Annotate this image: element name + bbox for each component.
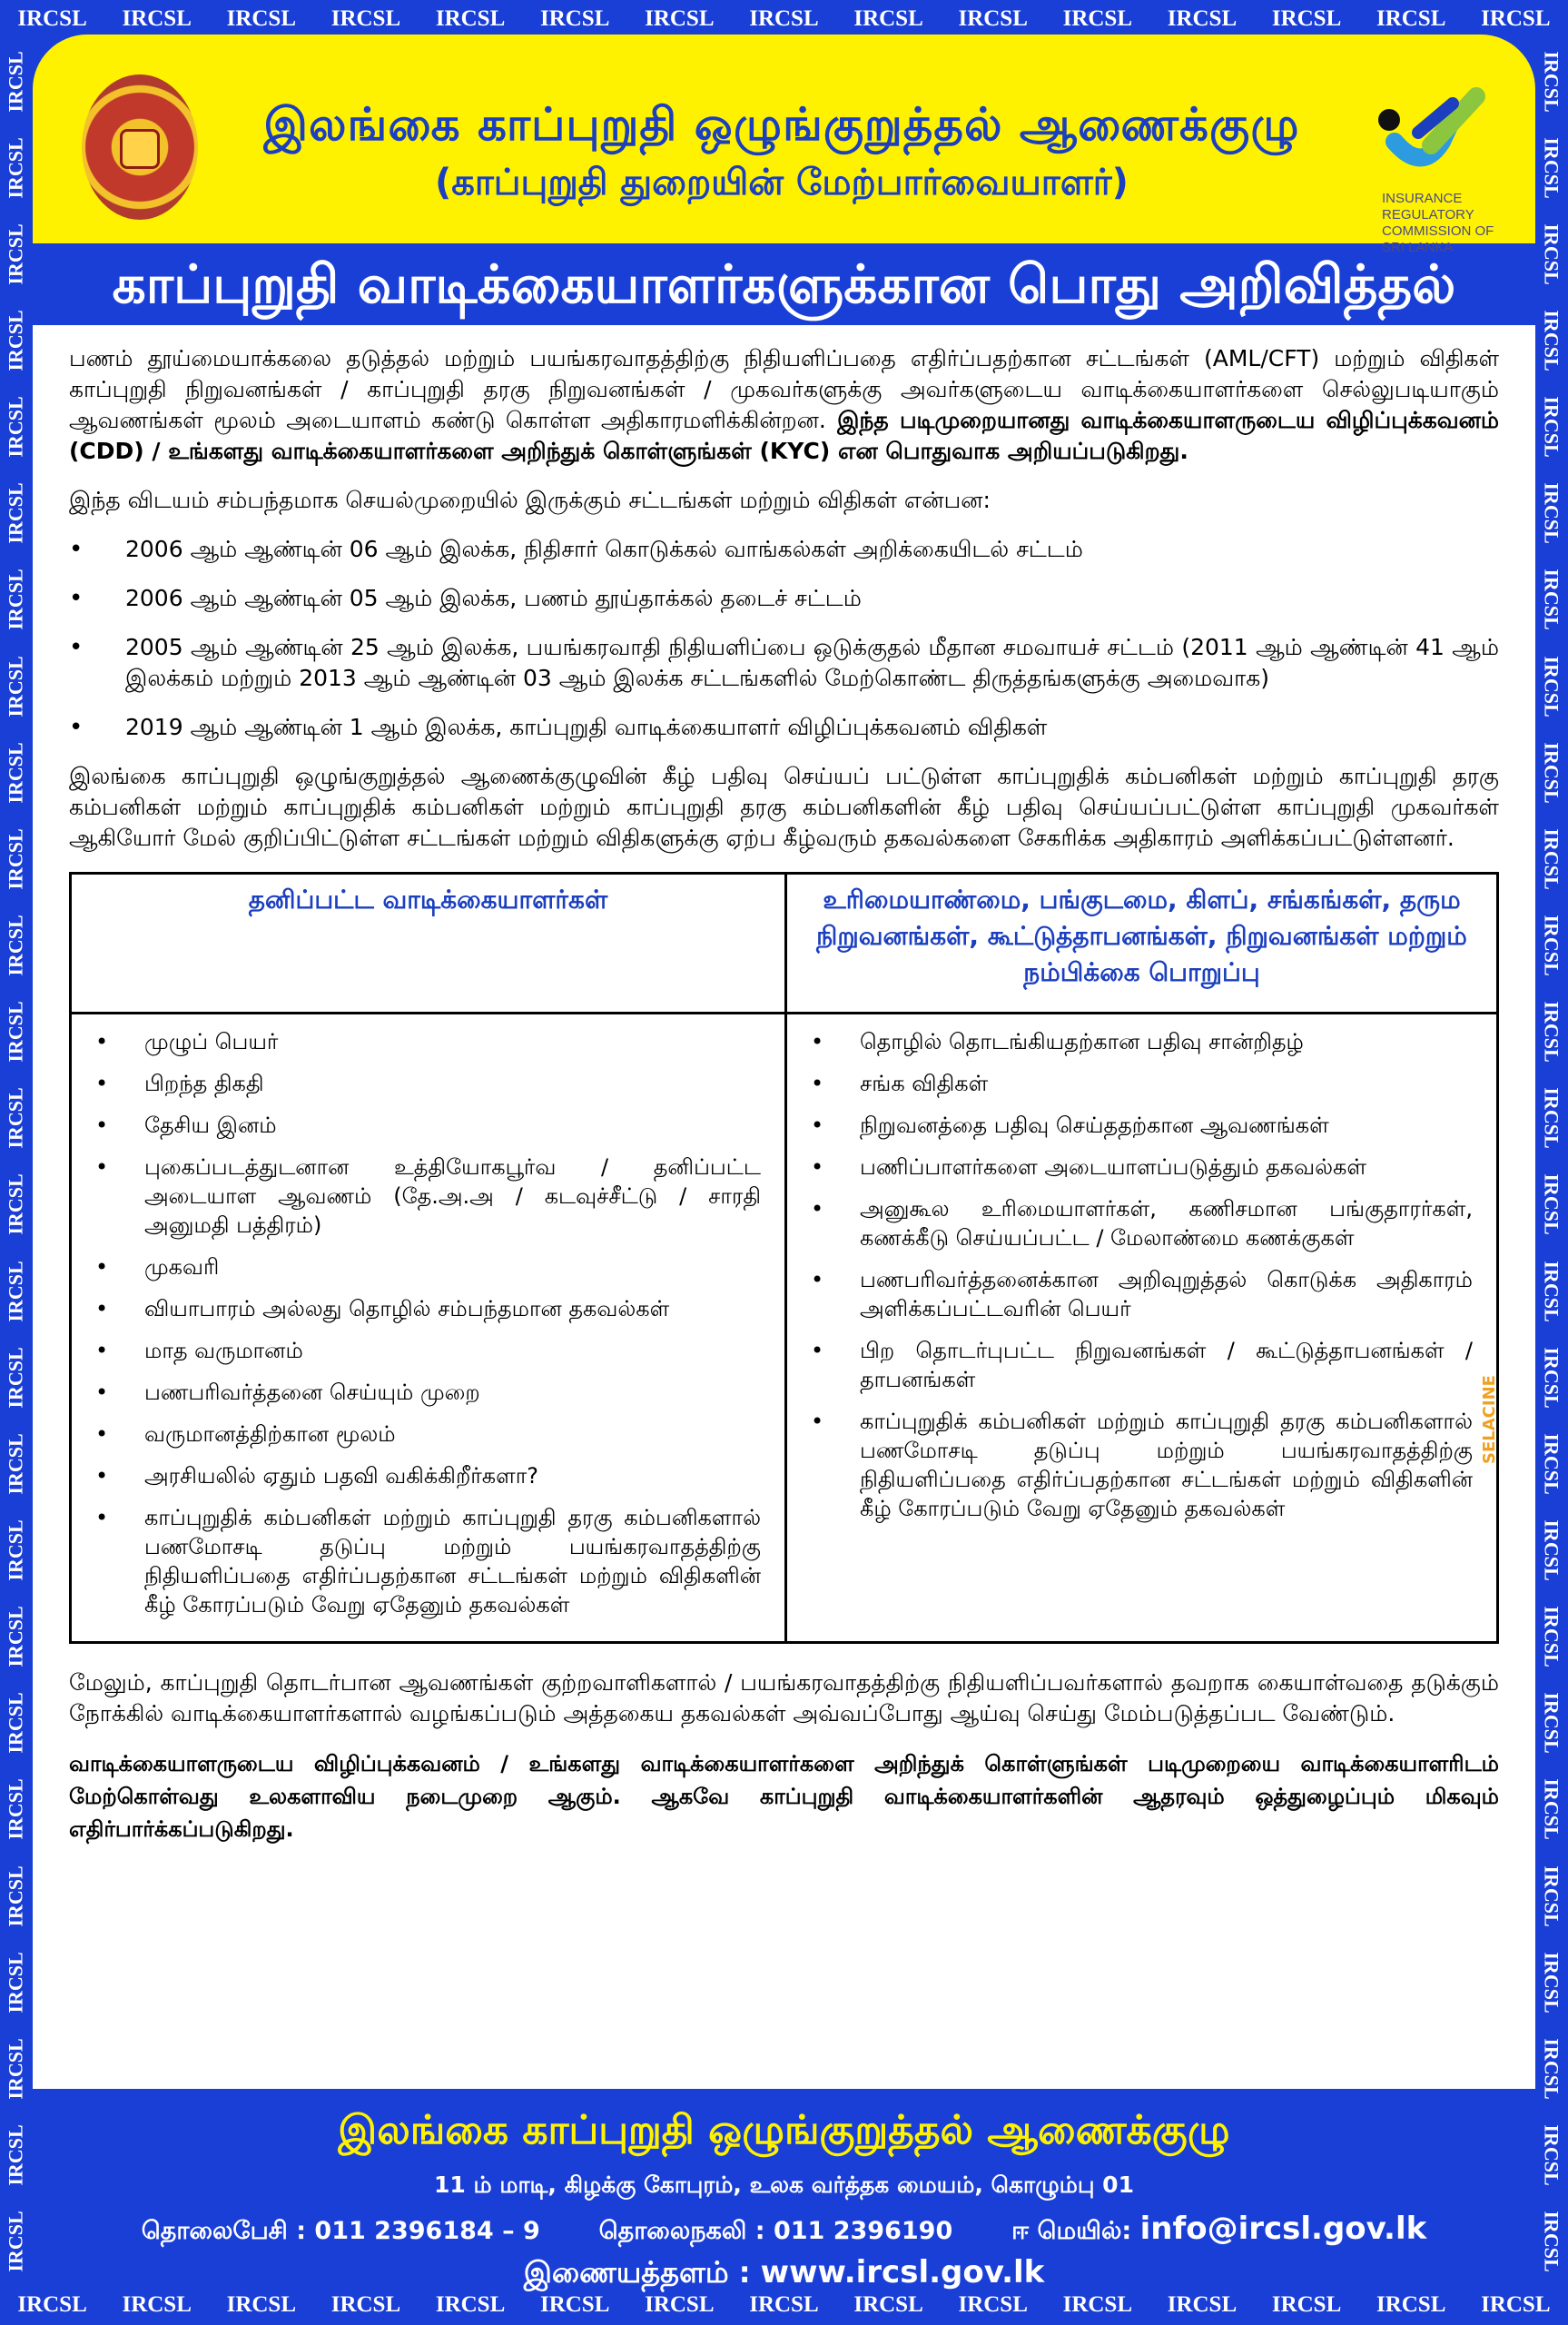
list-item: • பிற தொடர்புபட்ட நிறுவனங்கள் / கூட்டுத்தாபனங்கள் / தாபனங்கள் [805,1336,1473,1394]
individual-customers-header: தனிப்பட்ட வாடிக்கையாளர்கள் [71,874,786,1014]
footer-web [33,2254,1535,2293]
list-item: • வியாபாரம் அல்லது தொழில் சம்பந்தமான தகவல்கள் [90,1294,761,1323]
list-item: • பிறந்த திகதி [90,1069,761,1098]
header-subtitle: (காப்புறுதி துறையின் மேற்பார்வையாளர்) [435,162,1129,203]
footer [33,2089,1535,2290]
list-item: • புகைப்படத்துடனான உத்தியோகபூர்வ / தனிப்பட்ட அடையாள ஆவணம் (தே.அ.அ / கடவுச்சீட்டு / சாரதி அனுமதி பத்திரம்) [90,1153,761,1240]
border-right: IRCSL IRCSL IRCSL IRCSL IRCSL IRCSL IRCSL IRCSL IRCSL IRCSL IRCSL IRCSL IRCSL IRCSL IRCSL IRCSL IRCSL IRCSL IRCSL IRCSL IRCSL IRCSL IRCSL IRCSL IRCSL IRCSL [1541,50,1563,2272]
web-label: இணையத்தளம் : [523,2255,751,2290]
list-item: • பணபரிவர்த்தனைக்கான அறிவுறுத்தல் கொடுக்க அதிகாரம் அளிக்கப்பட்டவரின் பெயர் [805,1265,1473,1323]
website-link[interactable]: www.ircsl.gov.lk [760,2254,1045,2290]
individual-requirements-cell [71,1014,786,1643]
entity-customers-header: உரிமையாண்மை, பங்குடமை, கிளப், சங்கங்கள், தரும நிறுவனங்கள், கூட்டுத்தாபனங்கள், நிறுவனங்கள் மற்றும் நம்பிக்கை பொறுப்பு [786,874,1498,1014]
information-table [69,872,1499,1644]
list-item: • வருமானத்திற்கான மூலம் [90,1420,761,1449]
list-item: • பணபரிவர்த்தனை செய்யும் முறை [90,1378,761,1407]
list-item: • 2006 ஆம் ஆண்டின் 06 ஆம் இலக்க, நிதிசார் கொடுக்கல் வாங்கல்கள் அறிக்கையிடல் சட்டம் [69,534,1499,565]
closing-paragraph: வாடிக்கையாளருடைய விழிப்புக்கவனம் / உங்களது வாடிக்கையாளர்களை அறிந்துக் கொள்ளுங்கள் படிமுறையை வாடிக்கையாளரிடம் மேற்கொள்வது உலகளாவிய நடைமுறை ஆகும். ஆகவே காப்புறுதி வாடிக்கையாளர்களின் ஆதரவும் ஒத்துழைப்பும் மிகவும் எதிர்பார்க்கப்படுகிறது. [69,1751,1499,1842]
update-paragraph: மேலும், காப்புறுதி தொடர்பான ஆவணங்கள் குற்றவாளிகளால் / பயங்கரவாதத்திற்கு நிதியளிப்பவர்களால் தவறாக கையாள்வதை தடுக்கும் நோக்கில் வாடிக்கையாளர்களால் வழங்கப்படும் அத்தகைய தகவல்கள் அவ்வப்போது ஆய்வு செய்து மேம்படுத்தப்பட வேண்டும். [69,1669,1499,1726]
notice-body [33,325,1535,2089]
list-item: • அரசியலில் ஏதும் பதவி வகிக்கிறீர்களா? [90,1461,761,1490]
sri-lanka-emblem-icon [82,74,198,220]
list-item: • தொழில் தொடங்கியதற்கான பதிவு சான்றிதழ் [805,1027,1473,1056]
footer-contact [33,2211,1535,2249]
header-banner [33,35,1535,255]
list-item: • 2005 ஆம் ஆண்டின் 25 ஆம் இலக்க, பயங்கரவாதி நிதியளிப்பை ஒடுக்குதல் மீதான சமவாயச் சட்டம் (2011 ஆம் ஆண்டின் 41 ஆம் இலக்கம் மற்றும் 2013 ஆம் ஆண்டின் 03 ஆம் இலக்க சட்டங்களில் மேற்கொண்ட திருத்தங்களுக்கு அமைவாக) [69,632,1499,694]
list-item: • காப்புறுதிக் கம்பனிகள் மற்றும் காப்புறுதி தரகு கம்பனிகளால் பணமோசடி தடுப்பு மற்றும் பயங்கரவாதத்திற்கு நிதியளிப்பதை எதிர்ப்பதற்கான சட்டங்கள் மற்றும் விதிகளின் கீழ் கோரப்படும் வேறு ஏதேனும் தகவல்கள் [90,1503,761,1619]
fax-label: தொலைநகலி : [598,2217,765,2245]
border-bottom: IRCSL IRCSL IRCSL IRCSL IRCSL IRCSL IRCSL IRCSL IRCSL IRCSL IRCSL IRCSL IRCSL IRCSL IRCSL [17,2292,1551,2317]
list-item: • அனுகூல உரிமையாளர்கள், கணிசமான பங்குதாரர்கள், கணக்கீடு செய்யப்பட்ட / மேலாண்மை கணக்குகள் [805,1194,1473,1252]
list-item: • சங்க விதிகள் [805,1069,1473,1098]
list-item: • முழுப் பெயர் [90,1027,761,1056]
email-link[interactable]: info@ircsl.gov.lk [1139,2211,1427,2247]
fax-number: 011 2396190 [773,2217,953,2245]
list-item: • நிறுவனத்தை பதிவு செய்ததற்கான ஆவணங்கள் [805,1111,1473,1140]
border-left: IRCSL IRCSL IRCSL IRCSL IRCSL IRCSL IRCSL IRCSL IRCSL IRCSL IRCSL IRCSL IRCSL IRCSL IRCSL IRCSL IRCSL IRCSL IRCSL IRCSL IRCSL IRCSL IRCSL IRCSL IRCSL IRCSL [5,50,27,2272]
email-label: ஈ மெயில்: [1011,2217,1132,2245]
list-item: • 2019 ஆம் ஆண்டின் 1 ஆம் இலக்க, காப்புறுதி வாடிக்கையாளர் விழிப்புக்கவனம் விதிகள் [69,712,1499,743]
laws-list [69,534,1499,743]
list-item: • காப்புறுதிக் கம்பனிகள் மற்றும் காப்புறுதி தரகு கம்பனிகளால் பணமோசடி தடுப்பு மற்றும் பயங்கரவாதத்திற்கு நிதியளிப்பதை எதிர்ப்பதற்கான சட்டங்கள் மற்றும் விதிகளின் கீழ் கோரப்படும் வேறு ஏதேனும் தகவல்கள் [805,1407,1473,1523]
authority-paragraph: இலங்கை காப்புறுதி ஒழுங்குறுத்தல் ஆணைக்குழுவின் கீழ் பதிவு செய்யப் பட்டுள்ள காப்புறுதிக் கம்பனிகள் மற்றும் காப்புறுதி தரகு கம்பனிகள் மற்றும் காப்புறுதிக் கம்பனிகள் மற்றும் காப்புறுதி தரகு கம்பனிகளின் கீழ் பதிவு செய்யப்பட்டுள்ள காப்புறுதி முகவர்கள் ஆகியோர் மேல் குறிப்பிட்டுள்ள சட்டங்கள் மற்றும் விதிகளுக்கு ஏற்ப கீழ்வரும் தகவல்களை சேகரிக்க அதிகாரம் அளிக்கப்பட்டுள்ளனர். [69,763,1499,851]
laws-intro: இந்த விடயம் சம்பந்தமாக செயல்முறையில் இருக்கும் சட்டங்கள் மற்றும் விதிகள் என்பன: [69,487,991,513]
list-item: • மாத வருமானம் [90,1336,761,1365]
footer-address: 11 ம் மாடி, கிழக்கு கோபுரம், உலக வர்த்தக மையம், கொழும்பு 01 [434,2172,1134,2198]
phone-number: 011 2396184 – 9 [314,2217,540,2245]
lion-icon [120,129,160,169]
phone-label: தொலைபேசி : [141,2217,307,2245]
intro-paragraph: பணம் தூய்மையாக்கலை தடுத்தல் மற்றும் பயங்கரவாதத்திற்கு நிதியளிப்பதை எதிர்ப்பதற்கான சட்டங்கள் (AML/CFT) மற்றும் விதிகள் காப்புறுதி நிறுவனங்கள் / காப்புறுதி தரகு நிறுவனங்கள் / முகவர்களுக்கு அவர்களுடைய வாடிக்கையாளர்களை செல்லுபடியாகும் ஆவணங்கள் மூலம் அடையாளம் கண்டு கொள்ள அதிகாரமளிக்கின்றன. இந்த படிமுறையானது வாடிக்கையாளருடைய விழிப்புக்கவனம் (CDD) / உங்களது வாடிக்கையாளர்களை அறிந்துக் கொள்ளுங்கள் (KYC) என பொதுவாக அறியப்படுகிறது. [69,345,1500,464]
list-item: • 2006 ஆம் ஆண்டின் 05 ஆம் இலக்க, பணம் தூய்தாக்கல் தடைச் சட்டம் [69,583,1499,614]
notice-title: காப்புறுதி வாடிக்கையாளர்களுக்கான பொது அறிவித்தல் [112,253,1456,315]
header-title: இலங்கை காப்புறுதி ஒழுங்குறுத்தல் ஆணைக்குழு [263,98,1300,151]
list-item: • பணிப்பாளர்களை அடையாளப்படுத்தும் தகவல்கள் [805,1153,1473,1182]
list-item: • தேசிய இனம் [90,1111,761,1140]
side-brand-watermark: SELACINE [1480,1375,1499,1464]
footer-org-name: இலங்கை காப்புறுதி ஒழுங்குறுத்தல் ஆணைக்குழு [338,2107,1230,2153]
ircsl-logo-text: INSURANCE REGULATORY COMMISSION OF SRI LANKA [1382,191,1494,255]
ircsl-logo-icon [1367,78,1494,178]
entity-requirements-cell [786,1014,1498,1643]
list-item: • முகவரி [90,1252,761,1281]
border-top: IRCSL IRCSL IRCSL IRCSL IRCSL IRCSL IRCSL IRCSL IRCSL IRCSL IRCSL IRCSL IRCSL IRCSL IRCSL [17,6,1551,31]
